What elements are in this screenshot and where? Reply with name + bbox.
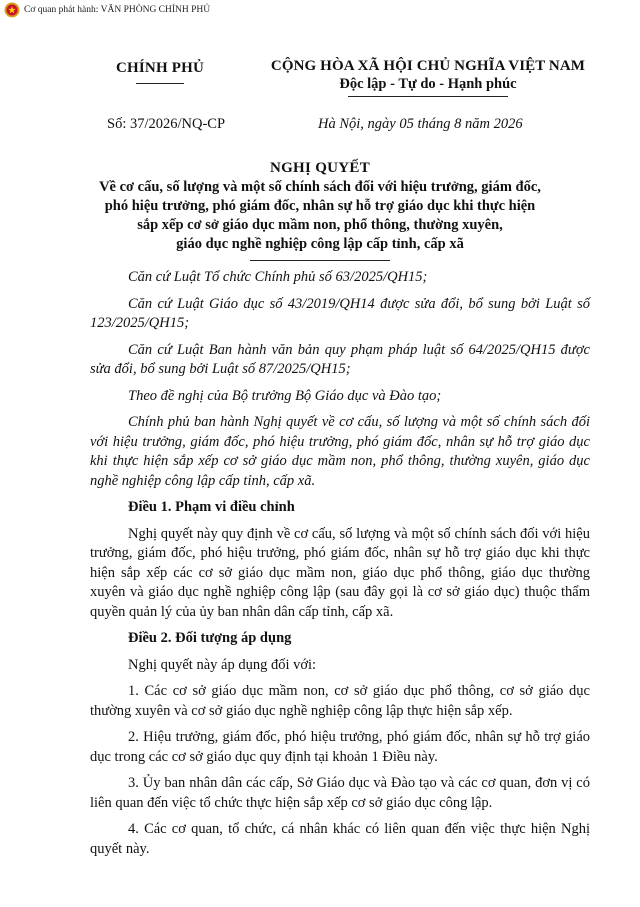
legal-basis: Căn cứ Luật Giáo dục số 43/2019/QH14 được sửa đổi, bổ sung bởi Luật số 123/2025/QH15; xyxy=(90,295,590,331)
nation-motto: Độc lập - Tự do - Hạnh phúc xyxy=(339,76,517,92)
title-underline xyxy=(250,260,390,261)
place-date: Hà Nội, ngày 05 tháng 8 năm 2026 xyxy=(318,116,523,132)
document-body xyxy=(90,268,590,866)
agency-name: CHÍNH PHỦ xyxy=(115,60,205,76)
motto-underline xyxy=(348,96,508,97)
article-2-heading: Điều 2. Đối tượng áp dụng xyxy=(128,630,292,646)
agency-block xyxy=(100,60,220,84)
agency-underline xyxy=(136,83,184,84)
article-2-item: 1. Các cơ sở giáo dục mầm non, cơ sở giáo dục phổ thông, cơ sở giáo dục thường xuyên và cơ sở giáo dục nghề nghiệp công lập thực hiện sắp xếp. xyxy=(90,683,590,719)
article-1-heading: Điều 1. Phạm vi điều chỉnh xyxy=(128,499,295,515)
document-type: NGHỊ QUYẾT xyxy=(269,160,371,176)
subject-line: giáo dục nghề nghiệp công lập cấp tỉnh, cấp xã xyxy=(176,236,464,252)
article-2-item: 2. Hiệu trưởng, giám đốc, phó hiệu trưởng, phó giám đốc, nhân sự hỗ trợ giáo dục trong các cơ sở giáo dục quy định tại khoản 1 Điều này. xyxy=(90,729,590,765)
document-title xyxy=(60,160,580,261)
document-number: Số: 37/2026/NQ-CP xyxy=(107,116,226,132)
nation-block xyxy=(258,58,598,97)
document-subject xyxy=(60,178,580,254)
issuer-bar xyxy=(4,2,210,18)
subject-line: sắp xếp cơ sở giáo dục mầm non, phổ thông, thường xuyên, xyxy=(137,217,503,233)
legal-basis: Căn cứ Luật Ban hành văn bản quy phạm pháp luật số 64/2025/QH15 được sửa đổi, bổ sung bởi Luật số 87/2025/QH15; xyxy=(90,341,590,377)
issuer-text: Cơ quan phát hành: VĂN PHÒNG CHÍNH PHỦ xyxy=(24,5,211,15)
national-emblem-icon xyxy=(4,2,20,18)
legal-basis: Căn cứ Luật Tổ chức Chính phủ số 63/2025/QH15; xyxy=(128,269,428,285)
article-2-item: 4. Các cơ quan, tổ chức, cá nhân khác có liên quan đến việc thực hiện Nghị quyết này. xyxy=(90,821,590,857)
article-1-text: Nghị quyết này quy định về cơ cấu, số lượng và một số chính sách đối với hiệu trưởng, giám đốc, phó hiệu trưởng, phó giám đốc, nhân sự hỗ trợ giáo dục khi thực hiện sắp xếp các cơ sở giáo dục mầm non, giáo dục phổ thông, giáo dục thường xuyên và giáo dục nghề nghiệp công lập (sau đây gọi là cơ sở giáo dục) thuộc thẩm quyền quản lý của ủy ban nhân dân cấp tỉnh, cấp xã. xyxy=(90,525,590,620)
subject-line: phó hiệu trưởng, phó giám đốc, nhân sự hỗ trợ giáo dục khi thực hiện xyxy=(104,198,536,214)
legal-basis: Chính phủ ban hành Nghị quyết về cơ cấu, số lượng và một số chính sách đối với hiệu trưởng, giám đốc, phó hiệu trưởng, phó giám đốc, nhân sự hỗ trợ giáo dục khi thực hiện sắp xếp cơ sở giáo dục mầm non, phổ thông, thường xuyên, giáo dục nghề nghiệp công lập cấp tỉnh, cấp xã. xyxy=(90,414,590,489)
nation-name: CỘNG HÒA XÃ HỘI CHỦ NGHĨA VIỆT NAM xyxy=(270,58,586,74)
legal-basis: Theo đề nghị của Bộ trưởng Bộ Giáo dục và Đào tạo; xyxy=(128,387,442,404)
subject-line: Về cơ cấu, số lượng và một số chính sách đối với hiệu trưởng, giám đốc, xyxy=(99,179,541,195)
article-2-item: 3. Ủy ban nhân dân các cấp, Sở Giáo dục và Đào tạo và các cơ quan, đơn vị có liên quan đến việc tổ chức thực hiện sắp xếp cơ sở giáo dục công lập. xyxy=(90,775,590,811)
article-2-intro: Nghị quyết này áp dụng đối với: xyxy=(128,656,317,673)
